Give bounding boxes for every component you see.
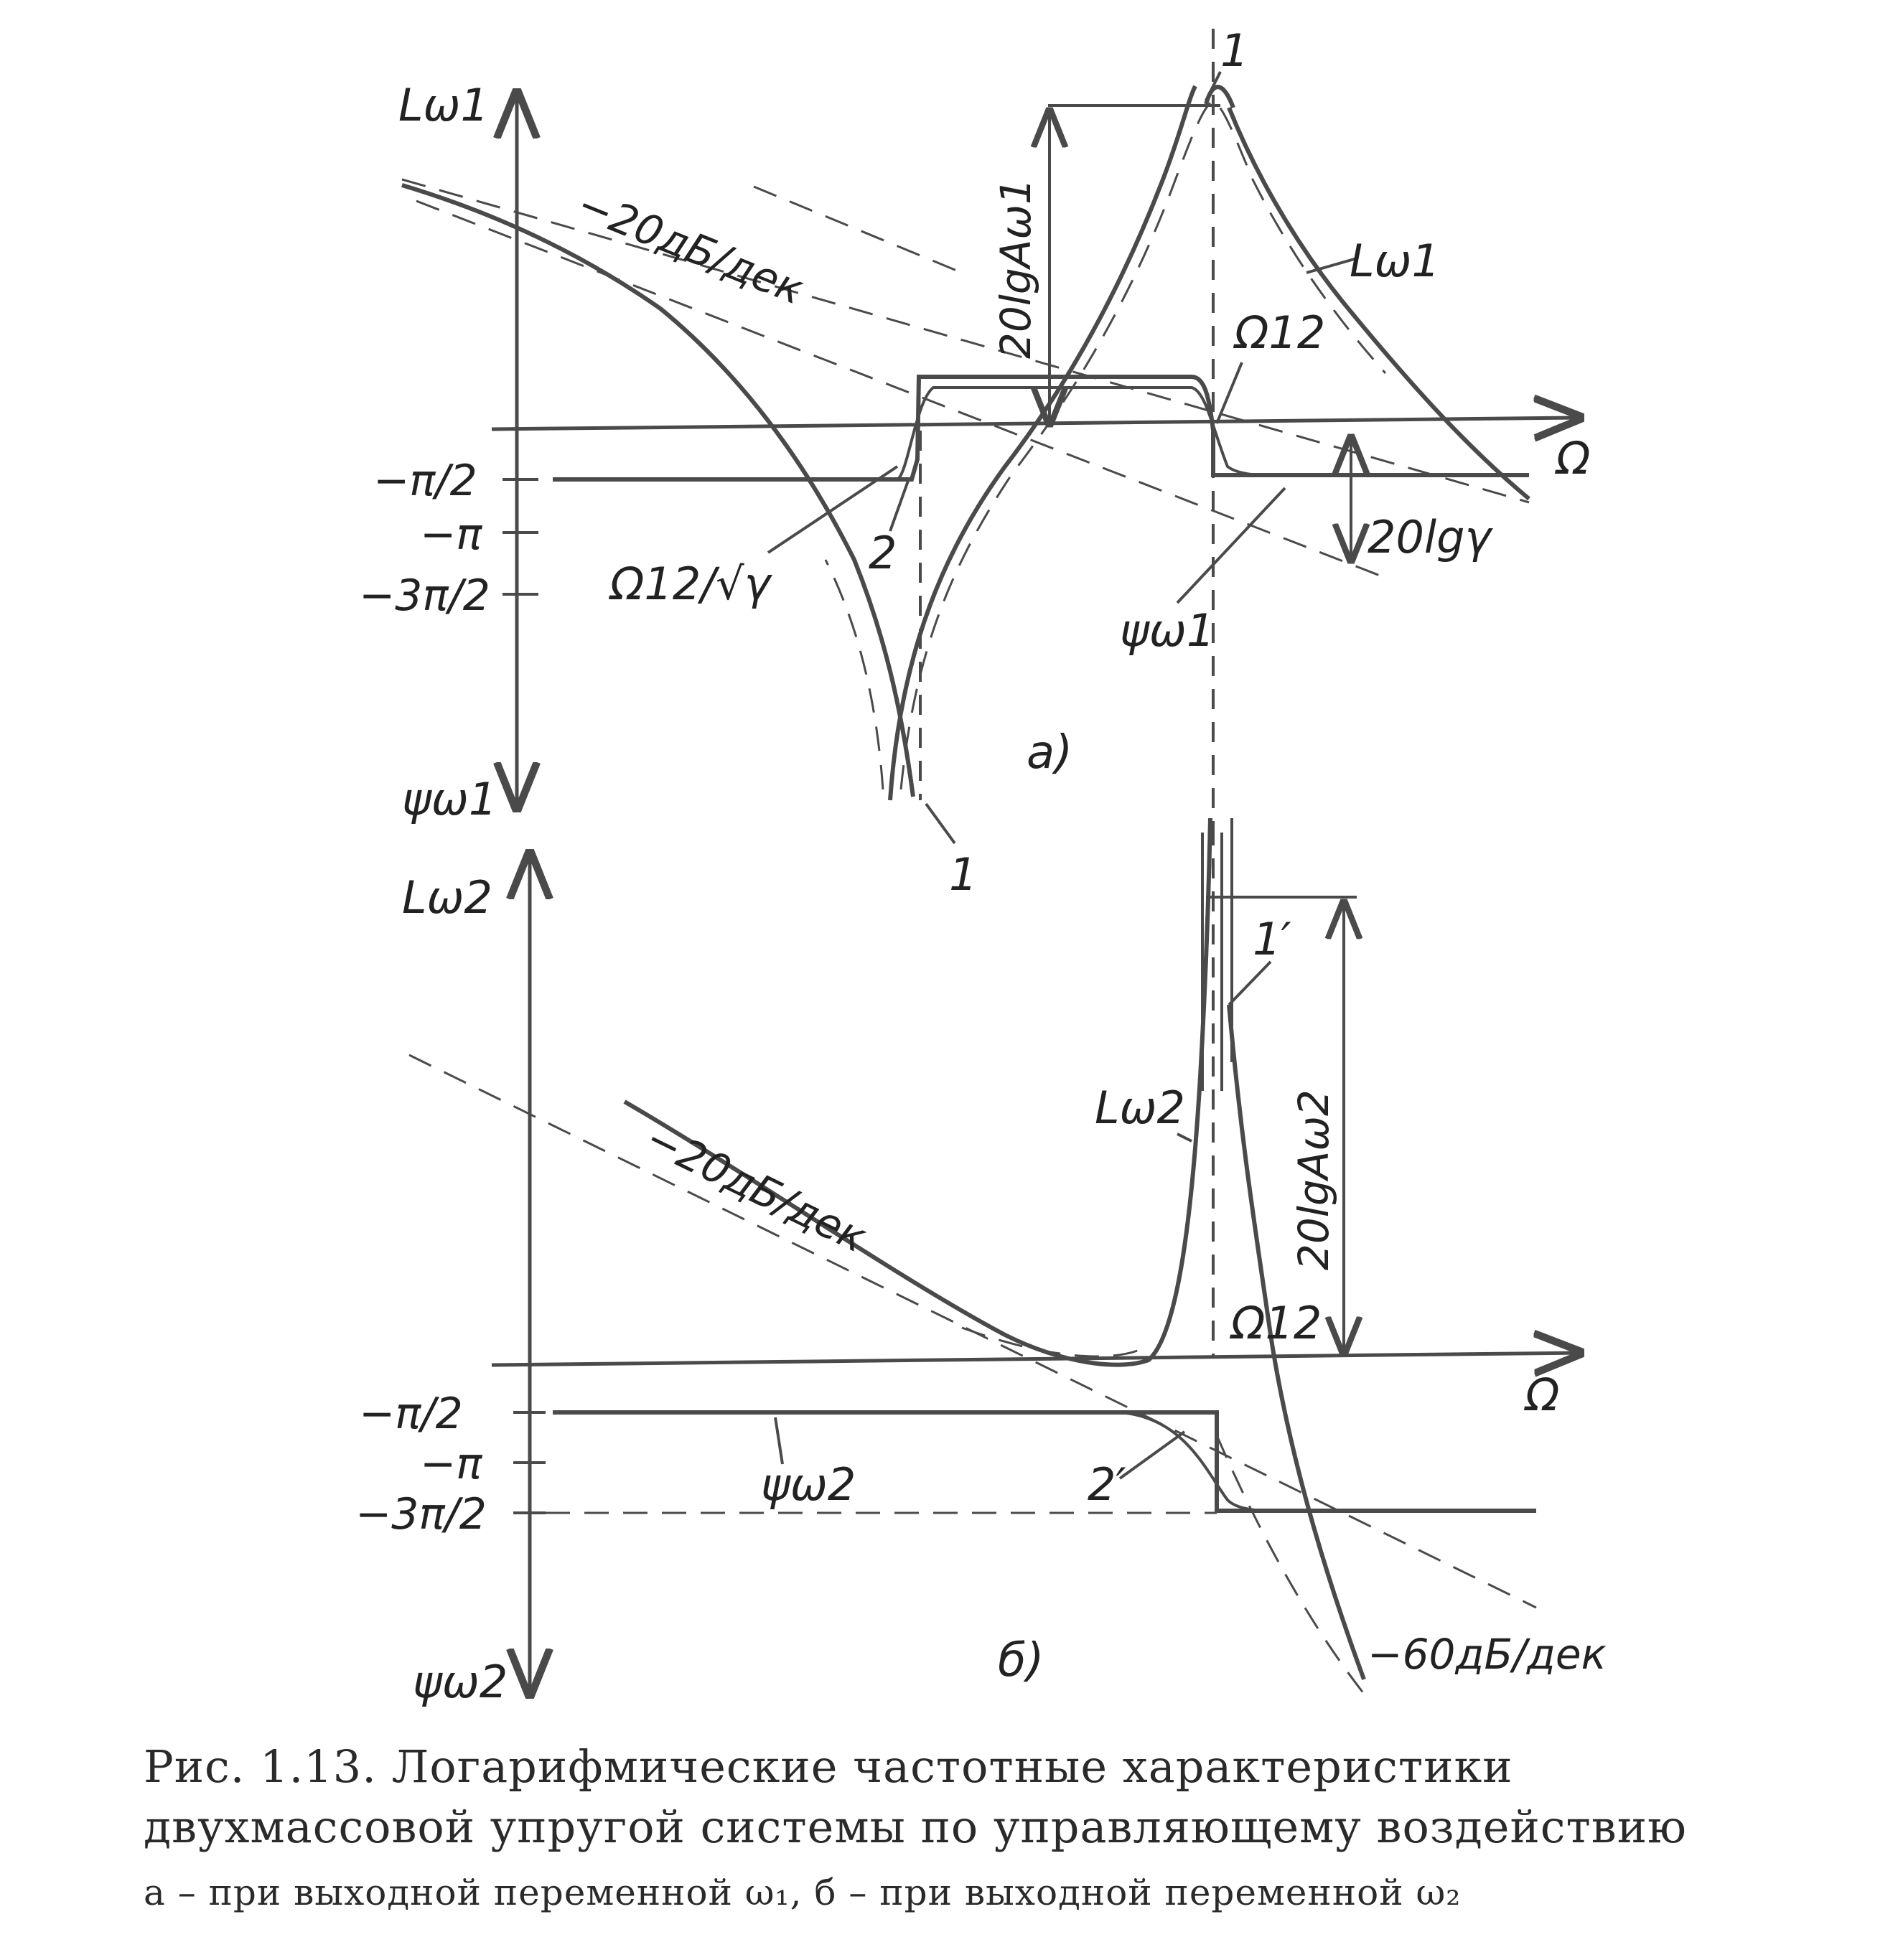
panel-a-omega12-sqrt-label: Ω12/√γ [610, 558, 771, 610]
panel-b-exact-curve-dashed [962, 1328, 1141, 1356]
panel-a-x-axis-label: Ω [1556, 432, 1591, 484]
panel-b-slope2-label: −60дБ/дек [1368, 1630, 1607, 1679]
panel-a-leader-omega12 [1217, 362, 1242, 423]
panel-a-y-axis-bottom-label: ψω1 [402, 773, 497, 825]
panel-b-x-axis-label: Ω [1525, 1369, 1560, 1421]
panel-a-leader-2 [890, 481, 908, 531]
panel-b-panel-letter: б) [998, 1634, 1044, 1687]
panel-b-y-axis-bottom-label: ψω2 [413, 1656, 508, 1708]
panel-b-leader-curve [1177, 1134, 1192, 1141]
caption-title: Рис. 1.13. Логарифмические частотные характеристики двухмассовой упругой системы по управляющему воздействию [144, 1740, 1688, 1853]
panel-a-slope-label: −20дБ/дек [570, 179, 810, 314]
panel-b [355, 818, 1607, 1708]
panel-a-exact-curve-dashed [901, 100, 1385, 789]
panel-a-tick-label-pi2: −π/2 [373, 456, 477, 506]
panel-a-marker-1-top: 1 [1220, 24, 1249, 77]
panel-a-asymptote-2 [416, 201, 1385, 578]
panel-a-amplitude-curve [402, 185, 913, 797]
panel-a-leader-1-bottom [926, 804, 955, 843]
panel-a-amplitude-label: 20lgAω1 [991, 178, 1040, 359]
panel-b-curve-label: Lω2 [1095, 1082, 1185, 1134]
panel-b-tick-label-3pi2: −3π/2 [355, 1489, 487, 1539]
panel-a-leader-phase [1177, 488, 1285, 603]
panel-b-marker-2p: 2′ [1088, 1458, 1126, 1511]
panel-a-panel-letter: a) [1027, 726, 1073, 779]
panel-a-amplitude-curve-right [1229, 108, 1529, 499]
panel-a-marker-2: 2 [869, 527, 897, 579]
panel-b-omega12-label: Ω12 [1231, 1297, 1322, 1349]
panel-b-tick-label-pi2: −π/2 [359, 1389, 463, 1439]
panel-b-marker-1p: 1′ [1253, 913, 1291, 965]
panel-a-phase-label: ψω1 [1120, 604, 1215, 657]
panel-a-tick-label-3pi2: −3π/2 [359, 571, 490, 621]
panel-b-leader-phase [775, 1417, 782, 1464]
panel-b-tick-label-pi: −π [420, 1439, 482, 1489]
panel-a-exact-curve-dashed-left [826, 560, 883, 789]
panel-b-leader-1p [1229, 962, 1271, 1005]
panel-b-phase-curve [553, 1412, 1536, 1511]
panel-a-tick-label-pi: −π [420, 510, 482, 560]
panel-b-slope-label: −20дБ/дек [637, 1113, 874, 1262]
panel-a [359, 24, 1590, 901]
panel-a-gamma-label: 20lgγ [1368, 511, 1492, 563]
panel-a-omega12-label: Ω12 [1235, 306, 1326, 359]
panel-a-marker-1-bottom: 1 [949, 848, 978, 901]
panel-a-curve-label: Lω1 [1350, 235, 1440, 287]
caption-subtitle: а – при выходной переменной ω₁, б – при выходной переменной ω₂ [144, 1872, 1462, 1913]
panel-b-amplitude-label: 20lgAω2 [1289, 1089, 1338, 1270]
panel-b-leader-2p [1120, 1432, 1184, 1478]
panel-b-phase-label: ψω2 [761, 1458, 856, 1511]
panel-a-asymptote-1 [402, 179, 1529, 502]
panel-a-y-axis-top-label: Lω1 [398, 79, 489, 131]
figure-caption [144, 1737, 1838, 1918]
panel-b-y-axis-top-label: Lω2 [402, 871, 492, 924]
panel-b-asymptote-60 [1217, 1435, 1364, 1694]
panel-a-amplitude-curve-mid [890, 86, 1195, 800]
